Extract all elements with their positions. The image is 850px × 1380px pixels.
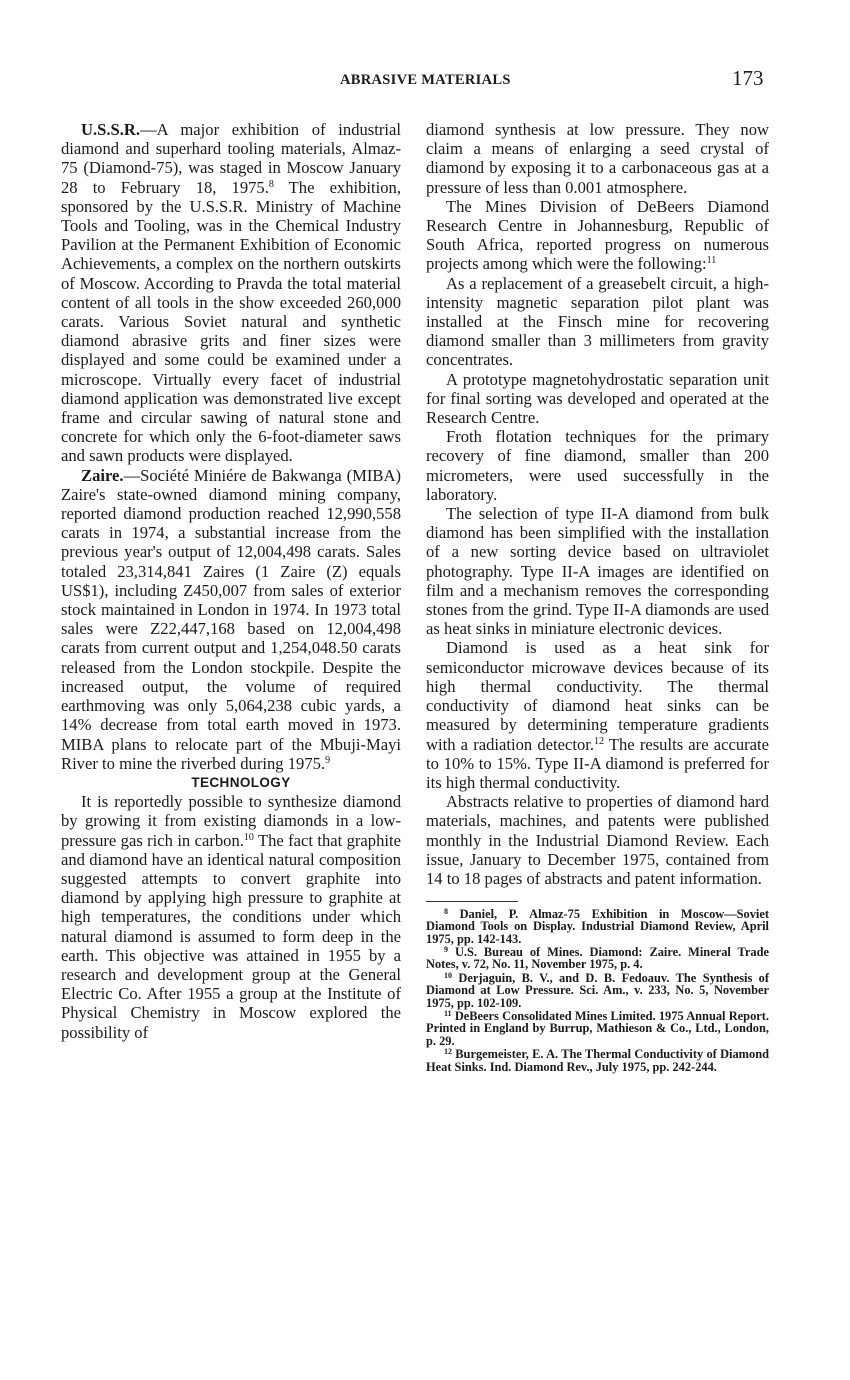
footnote-text: DeBeers Consolidated Mines Limited. 1975 Annual Report. Printed in England by Burrup, Mathieson & Co., Ltd., London, p. 29. [426,1009,769,1048]
paragraph-continuation: diamond synthesis at low pressure. They now claim a means of enlarging a seed crystal of diamond by exposing it to a carbonaceous gas at a pressure of less than 0.001 atmosphere. [426,120,769,197]
right-column [426,120,769,1074]
paragraph-ussr [61,120,401,466]
footnote-ref[interactable]: 9 [325,754,331,766]
paragraph-text: The fact that graphite and diamond have an identical natural composition suggested attempts to convert graphite into diamond by applying high pressure to graphite at high temperatures, the conditions under which natural diamond is assumed to form deep in the earth. This objective was attained in 1955 by a research and development group at the General Electric Co. After 1955 a group at the Institute of Physical Chemistry in Moscow explored the possibility of [61,830,401,1042]
paragraph-abstracts: Abstracts relative to properties of diamond hard materials, machines, and patents were published monthly in the Industrial Diamond Review. Each issue, January to December 1975, contained from 14 to 18 pages of abstracts and patent information. [426,792,769,888]
page-number: 173 [732,66,764,90]
running-head: ABRASIVE MATERIALS [340,72,511,88]
paragraph-froth-flotation: Froth flotation techniques for the primary recovery of fine diamond, smaller than 200 micrometers, were used successfully in the laboratory. [426,427,769,504]
footnote-10 [426,972,769,1009]
footnote-number: 11 [444,1009,452,1019]
paragraph-text: —A major exhibition of industrial diamond and superhard tooling materials, Almaz-75 (Diamond-75), was staged in Moscow January 28 to February 18, 1975. [61,120,401,197]
left-column [61,120,401,1042]
section-heading-technology: TECHNOLOGY [191,774,291,790]
page-header [0,66,850,96]
paragraph-heat-sink [426,638,769,792]
run-in-heading-ussr: U.S.S.R. [81,120,141,139]
paragraph-text: The Mines Division of DeBeers Diamond Research Centre in Johannesburg, Republic of South Africa, reported progress on numerous projects among which were the following: [426,196,769,274]
paragraph-type-iia-selection: The selection of type II-A diamond from bulk diamond has been simplified with the installation of a new sorting device based on ultraviolet photography. Type II-A images are identified on film and a mechanism removes the corresponding stones from the grind. Type II-A diamonds are used as heat sinks in miniature electronic devices. [426,504,769,639]
footnote-ref[interactable]: 12 [594,735,604,747]
paragraph-zaire [61,466,401,773]
footnote-number: 12 [444,1047,452,1057]
footnote-ref[interactable]: 8 [268,178,274,190]
footnotes [426,908,769,1073]
footnote-ref[interactable]: 11 [706,255,717,267]
footnote-8 [426,908,769,945]
footnote-text: Daniel, P. Almaz-75 Exhibition in Moscow—Soviet Diamond Tools on Display. Industrial Diamond Review, April 1975, pp. 142-143. [426,907,769,946]
paragraph-text: The exhibition, sponsored by the U.S.S.R. Ministry of Machine Tools and Tooling, was in the Chemical Industry Pavilion at the Permanent Exhibition of Economic Achievements, a complex on the northern outskirts of Moscow. According to Pravda the total material content of all tools in the show exceeded 260,000 carats. Various Soviet natural and synthetic diamond abrasive grits and finer sizes were displayed and some could be examined under a microscope. Virtually every facet of industrial diamond application was demonstrated live except frame and circular sawing of natural stone and concrete for which only the 6-foot-diameter saws and sawn products were displayed. [61,177,402,466]
footnote-text: U.S. Bureau of Mines. Diamond: Zaire. Mineral Trade Notes, v. 72, No. 11, November 1975, p. 4. [426,945,769,972]
footnote-number: 8 [444,907,448,917]
paragraph-text: Diamond is used as a heat sink for semiconductor microwave devices because of its high thermal conductivity. The thermal conductivity of diamond heat sinks can be measured by determining temperature gradients with a radiation detector. [426,638,769,754]
paragraph-greasebelt: As a replacement of a greasebelt circuit, a high-intensity magnetic separation pilot plant was installed at the Finsch mine for recovering diamond smaller than 3 millimeters from gravity concentrates. [426,273,769,370]
footnote-text: Derjaguin, B. V., and D. B. Fedoauv. The Synthesis of Diamond at Low Pressure. Sci. Am., v. 233, No. 5, November 1975, pp. 102-109. [426,971,769,1010]
paragraph-text: The results are accurate to 10% to 15%. Type II-A diamond is preferred for its high thermal conductivity. [426,734,769,792]
footnote-text: Burgemeister, E. A. The Thermal Conductivity of Diamond Heat Sinks. Ind. Diamond Rev., July 1975, pp. 242-244. [426,1047,769,1074]
footnote-ref[interactable]: 10 [243,831,254,843]
paragraph-text: It is reportedly possible to synthesize diamond by growing it from existing diamonds in a low-pressure gas rich in carbon. [61,792,401,850]
footnote-number: 9 [444,945,448,955]
footnote-divider [426,901,518,902]
paragraph-text: —Société Miniére de Bakwanga (MIBA) Zaire's state-owned diamond mining company, reported diamond production reached 12,990,558 carats in 1974, a substantial increase from the previous year's output of 12,004,498 carats. Sales totaled 23,314,841 Zaires (1 Zaire (Z) equals US$1), including Z450,007 from sales of exterior stock maintained in London in 1974. In 1973 total sales were Z22,447,168 based on 12,004,498 carats from current output and 1,254,048.50 carats released from the London stockpile. Despite the increased output, the volume of required earthmoving was only 5,064,238 cubic yards, a 14% decrease from total earth moved in 1973. MIBA plans to relocate part of the Mbuji-Mayi River to mine the riverbed during 1975. [61,465,401,773]
paragraph-prototype: A prototype magnetohydrostatic separation unit for final sorting was developed and operated at the Research Centre. [426,369,769,428]
footnote-9 [426,946,769,970]
paragraph-technology [61,792,401,1042]
run-in-heading-zaire: Zaire. [81,465,124,485]
footnote-12 [426,1048,769,1072]
paragraph-debeers [426,197,769,274]
footnote-number: 10 [444,971,452,981]
footnote-11 [426,1010,769,1047]
